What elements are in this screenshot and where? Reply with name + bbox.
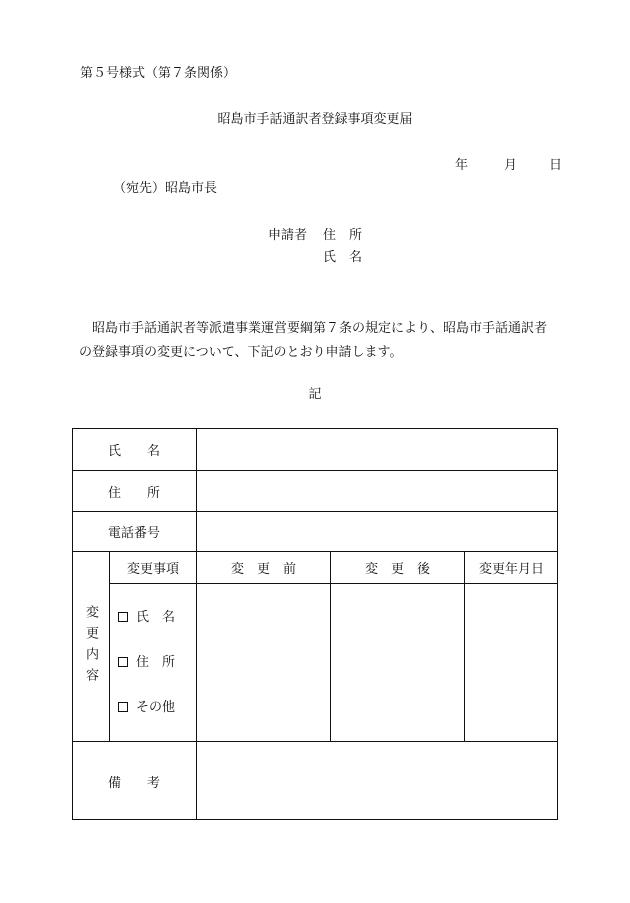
address-value-cell[interactable] bbox=[197, 471, 558, 511]
option-other-label: その他 bbox=[136, 700, 176, 715]
change-section-label: 変更内容 bbox=[83, 604, 98, 689]
date-line bbox=[455, 158, 562, 174]
option-other[interactable] bbox=[118, 700, 175, 716]
date-value-cell[interactable] bbox=[465, 584, 558, 741]
remarks-label: 備 考 bbox=[107, 775, 160, 791]
before-value-cell[interactable] bbox=[197, 584, 330, 741]
remarks-value-cell[interactable] bbox=[197, 742, 558, 820]
name-value-cell[interactable] bbox=[197, 428, 558, 470]
applicant-label: 申請者 bbox=[268, 228, 308, 243]
date-day: 日 bbox=[549, 158, 563, 173]
checkbox-icon[interactable] bbox=[118, 612, 128, 622]
form-number: 第５号様式（第７条関係） bbox=[80, 66, 237, 81]
form-title: 昭島市手話通訳者登録事項変更届 bbox=[217, 112, 413, 127]
column-after-header: 変 更 後 bbox=[364, 562, 430, 577]
option-address[interactable] bbox=[118, 655, 175, 671]
column-date-header: 変更年月日 bbox=[478, 562, 544, 577]
checkbox-icon[interactable] bbox=[118, 657, 128, 667]
option-address-label: 住 所 bbox=[136, 655, 176, 670]
checkbox-icon[interactable] bbox=[118, 702, 128, 712]
address-label: 住 所 bbox=[107, 485, 160, 501]
date-year: 年 bbox=[455, 158, 469, 173]
option-name-label: 氏 名 bbox=[136, 610, 176, 625]
applicant-name-label: 氏 名 bbox=[323, 250, 363, 265]
applicant-address-row bbox=[268, 228, 362, 244]
column-before-header: 変 更 前 bbox=[230, 562, 296, 577]
after-value-cell[interactable] bbox=[331, 584, 464, 741]
applicant-address-label: 住 所 bbox=[323, 228, 363, 243]
addressee: （宛先）昭島市長 bbox=[113, 181, 218, 196]
column-item-header: 変更事項 bbox=[126, 562, 179, 577]
date-month: 月 bbox=[504, 158, 518, 173]
option-name[interactable] bbox=[118, 610, 175, 626]
body-text: 昭島市手話通訳者等派遣事業運営要綱第７条の規定により、昭島市手話通訳者の登録事項の変更について、下記のとおり申請します。 bbox=[79, 321, 548, 360]
ki-heading: 記 bbox=[308, 387, 322, 402]
phone-label: 電話番号 bbox=[107, 526, 160, 541]
name-label: 氏 名 bbox=[107, 443, 160, 459]
phone-value-cell[interactable] bbox=[197, 512, 558, 551]
